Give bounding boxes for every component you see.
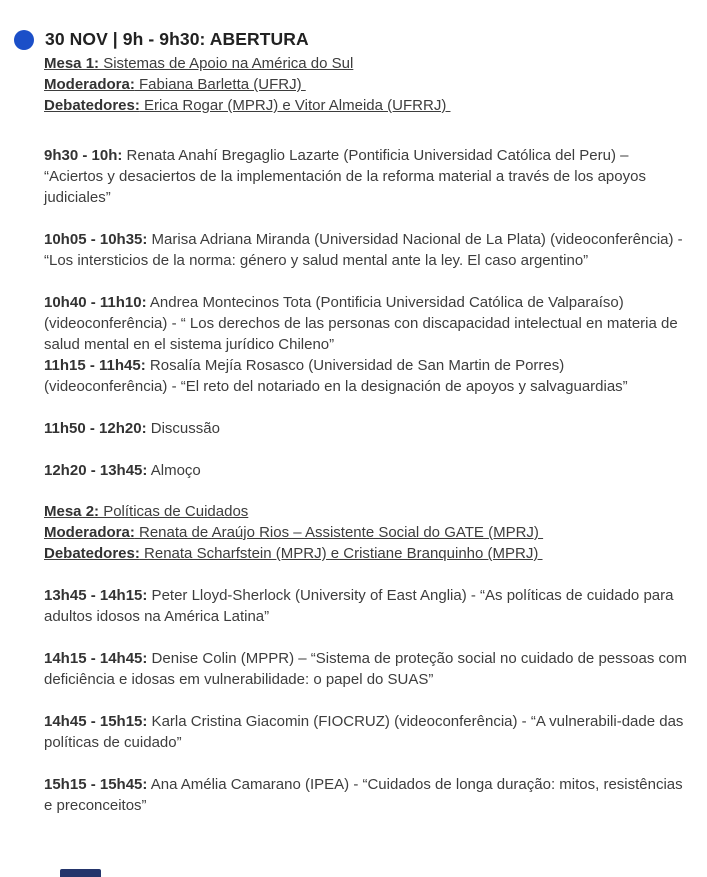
bullet-icon — [14, 30, 34, 50]
mesa1-title-text: Sistemas de Apoio na América do Sul — [99, 55, 354, 72]
section-header — [0, 29, 707, 50]
mesa2-moderator-label: Moderadora: — [44, 524, 135, 541]
mesa2-title-line — [44, 501, 691, 522]
session-item — [44, 585, 691, 627]
session-text: Peter Lloyd-Sherlock (University of East Anglia) - “As políticas de cuidado para adultos idosos na América Latina” — [44, 587, 674, 625]
session-text: Andrea Montecinos Tota (Pontificia Universidad Católica de Valparaíso) (videoconferência) - “ Los derechos de las personas con discapacidad intelectual en materia de salud mental en el sistema jurídico Chileno” — [44, 294, 678, 353]
mesa2-debaters-label: Debatedores: — [44, 545, 140, 562]
session-time: 11h15 - 11h45: — [44, 357, 146, 374]
next-section-partial — [60, 869, 101, 877]
session-time: 12h20 - 13h45: — [44, 462, 148, 479]
session-time: 14h45 - 15h15: — [44, 713, 148, 730]
mesa1-debaters-label: Debatedores: — [44, 97, 140, 114]
session-item — [44, 145, 691, 208]
session-text: Almoço — [147, 462, 201, 479]
mesa2-debaters-line — [44, 543, 691, 564]
session-time: 10h05 - 10h35: — [44, 231, 148, 248]
session-item — [44, 355, 691, 397]
mesa1-moderator-label: Moderadora: — [44, 76, 135, 93]
session-item — [44, 774, 691, 816]
session-text: Renata Anahí Bregaglio Lazarte (Pontificia Universidad Católica del Peru) – “Aciertos y desaciertos de la implementación de la reforma material a través de los apoyos judiciales” — [44, 147, 646, 206]
mesa1-block — [44, 53, 691, 116]
mesa1-moderator-line — [44, 74, 691, 95]
session-text: Ana Amélia Camarano (IPEA) - “Cuidados de longa duração: mitos, resistências e preconceitos” — [44, 776, 683, 814]
mesa2-block — [44, 501, 691, 564]
session-text: Marisa Adriana Miranda (Universidad Nacional de La Plata) (videoconferência) - “Los intersticios de la norma: género y salud mental ante la ley. El caso argentino” — [44, 231, 683, 269]
session-time: 11h50 - 12h20: — [44, 420, 147, 437]
program-content — [0, 53, 707, 816]
mesa2-title-text: Políticas de Cuidados — [99, 503, 249, 520]
mesa2-title-label: Mesa 2: — [44, 503, 100, 520]
session-time: 10h40 - 11h10: — [44, 294, 147, 311]
session-text: Rosalía Mejía Rosasco (Universidad de San Martin de Porres) (videoconferência) - “El reto del notariado en la designación de apoyos y salvaguardias” — [44, 357, 628, 395]
mesa1-debaters-line — [44, 95, 691, 116]
session-item — [44, 648, 691, 690]
section-title: 30 NOV | 9h - 9h30: ABERTURA — [45, 29, 309, 49]
session-time: 9h30 - 10h: — [44, 147, 123, 164]
mesa2-moderator-line — [44, 522, 691, 543]
mesa1-title-label: Mesa 1: — [44, 55, 100, 72]
mesa2-moderator-text: Renata de Araújo Rios – Assistente Social do GATE (MPRJ) — [134, 524, 544, 541]
mesa2-debaters-text: Renata Scharfstein (MPRJ) e Cristiane Branquinho (MPRJ) — [139, 545, 543, 562]
mesa1-title-line — [44, 53, 691, 74]
session-item — [44, 418, 691, 439]
session-time: 13h45 - 14h15: — [44, 587, 148, 604]
session-item — [44, 711, 691, 753]
session-item — [44, 292, 691, 355]
session-item — [44, 460, 691, 481]
session-time: 15h15 - 15h45: — [44, 776, 148, 793]
session-text: Discussão — [146, 420, 220, 437]
session-time: 14h15 - 14h45: — [44, 650, 148, 667]
session-item — [44, 229, 691, 271]
mesa1-debaters-text: Erica Rogar (MPRJ) e Vitor Almeida (UFRRJ) — [139, 97, 451, 114]
session-text: Karla Cristina Giacomin (FIOCRUZ) (videoconferência) - “A vulnerabili-dade das políticas de cuidado” — [44, 713, 684, 751]
session-text: Denise Colin (MPPR) – “Sistema de proteção social no cuidado de pessoas com deficiência e idosas em vulnerabilidade: o papel do SUAS” — [44, 650, 687, 688]
mesa1-moderator-text: Fabiana Barletta (UFRJ) — [134, 76, 306, 93]
